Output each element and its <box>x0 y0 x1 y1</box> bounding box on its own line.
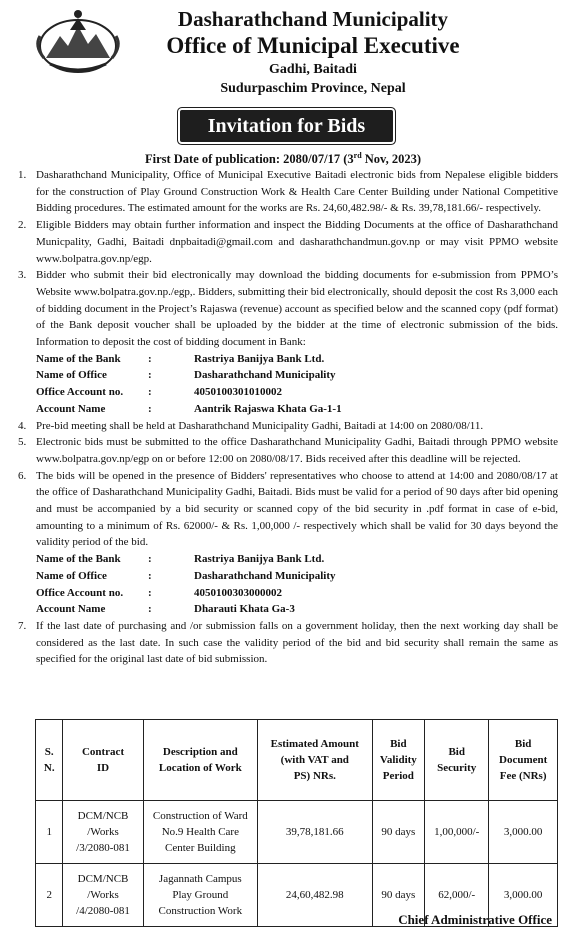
bank-value: Rastriya Banijya Bank Ltd. <box>194 553 325 566</box>
bank-row <box>14 384 558 401</box>
column-header: Bid Security <box>425 720 489 801</box>
list-item <box>14 468 558 552</box>
table-row <box>36 801 558 864</box>
item-number: 1. <box>18 169 27 181</box>
table-cell: 62,000/- <box>425 864 489 927</box>
list-item <box>14 618 558 668</box>
list-item <box>14 434 558 467</box>
column-header: Bid Validity Period <box>372 720 425 801</box>
bank-value: 4050100303000002 <box>194 586 282 599</box>
column-header: Bid Document Fee (NRs) <box>489 720 558 801</box>
bank-row <box>14 601 558 618</box>
item-text: Dasharathchand Municipality, Office of Municipal Executive Baitadi electronic bids from Nepalese eligible bidders for the construction of Play Ground Construction Work & Health Care Center Building under National Competitive Bidding procedures. The estimated amount for the works are Rs. 24,60,482.98/- & Rs. 39,78,181.66/- respectively. <box>36 169 558 215</box>
item-text: Electronic bids must be submitted to the office Dasharathchand Municipality Gadhi, Baitadi through PPMO website www.bolpatra.gov.np/egp on or before 12:00 on 2080/08/17. Bids received after this deadline will be rejected. <box>36 436 558 465</box>
bank-value: Dasharathchand Municipality <box>194 369 336 382</box>
item-number: 7. <box>18 619 27 632</box>
bank-value: Dasharathchand Municipality <box>194 569 336 582</box>
bank-row <box>14 351 558 368</box>
notice-title: Invitation for Bids <box>180 110 393 142</box>
bank-sep: : <box>148 553 152 566</box>
bank-key: Account Name <box>36 603 106 616</box>
bank-key: Name of Office <box>36 369 107 382</box>
table-cell: 1,00,000/- <box>425 801 489 864</box>
bank-value: Aantrik Rajaswa Khata Ga-1-1 <box>194 402 342 415</box>
municipality-name: Dasharathchand Municipality <box>177 7 449 31</box>
bank-value: Dharauti Khata Ga-3 <box>194 603 295 616</box>
bid-table <box>35 719 558 927</box>
bid-table-wrapper <box>35 719 558 927</box>
item-text: If the last date of purchasing and /or submission falls on a government holiday, then the next working day shall be considered as the last date. In such case the validity period of the bid and bid security shall remain the same as specified for the original last date of bid submission. <box>36 619 558 666</box>
bank-details-2 <box>14 551 558 618</box>
table-cell: 90 days <box>372 801 425 864</box>
bank-details-1 <box>14 351 558 418</box>
table-header-row <box>36 720 558 801</box>
bank-value: Rastriya Banijya Bank Ltd. <box>194 352 325 365</box>
list-item <box>14 418 558 435</box>
table-cell: DCM/NCB /Works /4/2080-081 <box>63 864 143 927</box>
bank-key: Name of the Bank <box>36 352 121 365</box>
bank-key: Office Account no. <box>36 586 124 599</box>
bank-row <box>14 401 558 418</box>
table-cell: 3,000.00 <box>489 801 558 864</box>
item-text: Eligible Bidders may obtain further information and inspect the Bidding Documents at the office of Dasharathchand Municpality, Gadhi, Baitadi dnpbaitadi@gmail.com and dasharathchandmun.gov.np or may visit PPMO website www.bolpatra.gov.np/egp. <box>36 219 558 265</box>
table-cell: 1 <box>36 801 63 864</box>
bank-key: Name of Office <box>36 569 107 582</box>
table-cell: Jagannath Campus Play Ground Construction Work <box>143 864 257 927</box>
item-text: The bids will be opened in the presence of Bidders' representatives who choose to attend at 14:00 and 2080/08/17 at the office of Dasharathchand Municipality Gadhi, Baitadi. Bids must be valid for a period of 90 days after bid opening and must be accompanied by a bid security or scanned copy of the bid security in .pdf format in case of e-bid, amounting to a minimum of Rs. 62000/- & Rs. 1,00,000 /- respectively which shall be valid for 30 days beyond the validity period of the bid. <box>36 469 558 549</box>
table-cell: 90 days <box>372 864 425 927</box>
bank-row <box>14 585 558 602</box>
bank-sep: : <box>148 369 152 382</box>
office-name: Office of Municipal Executive <box>166 33 460 58</box>
bank-sep: : <box>148 352 152 365</box>
table-cell: 3,000.00 <box>489 864 558 927</box>
list-item <box>14 217 558 267</box>
table-cell: 39,78,181.66 <box>258 801 372 864</box>
bank-value: 4050100301010002 <box>194 386 282 399</box>
column-header: Contract ID <box>63 720 143 801</box>
item-number: 4. <box>18 419 27 432</box>
bank-sep: : <box>148 603 152 616</box>
table-cell: 24,60,482.98 <box>258 864 372 927</box>
publication-date: First Date of publication: 2080/07/17 (3rd Nov, 2023) <box>144 151 422 167</box>
bank-row <box>14 367 558 384</box>
table-cell: DCM/NCB /Works /3/2080-081 <box>63 801 143 864</box>
bank-key: Account Name <box>36 402 106 415</box>
item-number: 3. <box>18 269 27 282</box>
list-item <box>14 167 558 217</box>
column-header: S. N. <box>36 720 63 801</box>
bank-sep: : <box>148 586 152 599</box>
column-header: Estimated Amount (with VAT and PS) NRs. <box>258 720 372 801</box>
bank-row <box>14 568 558 585</box>
item-number: 6. <box>18 469 27 482</box>
notice-body <box>14 167 558 668</box>
table-cell: 2 <box>36 864 63 927</box>
item-number: 2. <box>18 219 27 232</box>
letterhead <box>0 0 566 104</box>
item-number: 5. <box>18 436 27 449</box>
bank-key: Name of the Bank <box>36 553 121 566</box>
bank-sep: : <box>148 402 152 415</box>
column-header: Description and Location of Work <box>143 720 257 801</box>
table-cell: Construction of Ward No.9 Health Care Center Building <box>143 801 257 864</box>
office-province: Sudurpaschim Province, Nepal <box>220 81 406 96</box>
list-item <box>14 267 558 351</box>
bank-key: Office Account no. <box>36 386 124 399</box>
office-location: Gadhi, Baitadi <box>269 62 357 77</box>
signatory: Chief Administrative Office <box>398 912 552 927</box>
item-text: Bidder who submit their bid electronically may download the bidding documents for e-submission from PPMO’s Website www.bolpatra.gov.np./egp,. Bidders, submitting their bid electronically, should deposit the cost Rs 3,000 each of bidding document in the Project’s Rajaswa (revenue) account as specified below and the scanned copy (pdf format) of the Bank deposit voucher shall be uploaded by the bidder at the time of electronic submission of the bids. Information to deposit the cost of bidding document in Bank: <box>36 269 558 349</box>
bank-row <box>14 551 558 568</box>
bank-sep: : <box>148 569 152 582</box>
item-text: Pre-bid meeting shall be held at Dasharathchand Municipality Gadhi, Baitadi at 14:00 on 2080/08/11. <box>36 419 484 432</box>
bank-sep: : <box>148 386 152 399</box>
